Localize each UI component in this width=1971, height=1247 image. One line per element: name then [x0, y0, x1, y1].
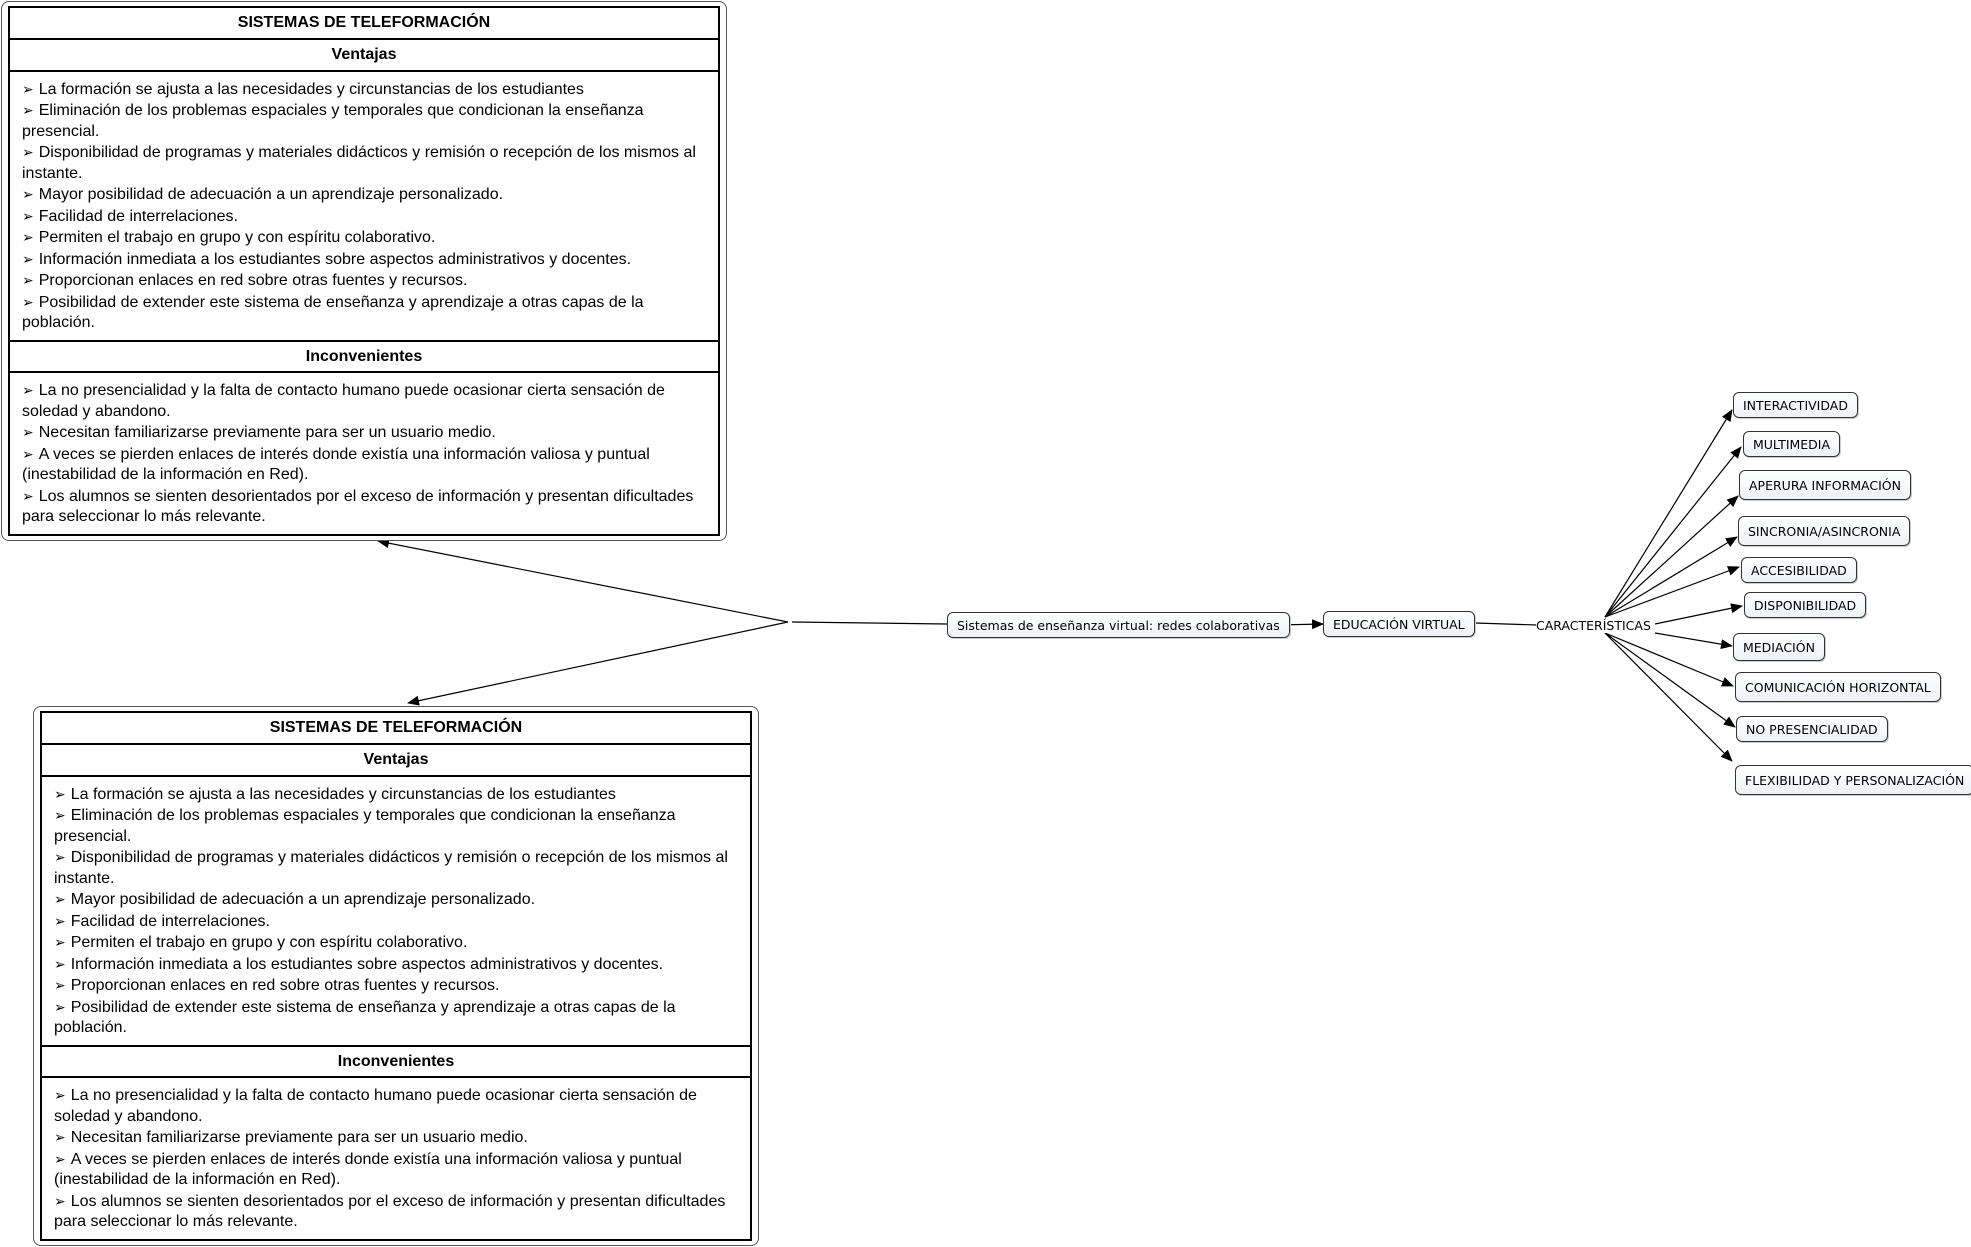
disadvantages-list — [10, 373, 718, 534]
list-item — [54, 784, 738, 806]
list-item — [54, 975, 738, 997]
list-item — [22, 100, 706, 142]
arrow-bullet-icon: ➢ — [54, 1150, 66, 1167]
list-item — [54, 1149, 738, 1191]
characteristic-mediacion[interactable]: MEDIACIÓN — [1733, 633, 1825, 661]
card-title: SISTEMAS DE TELEFORMACIÓN — [10, 8, 718, 40]
arrow-bullet-icon: ➢ — [22, 293, 34, 310]
center-node[interactable]: Sistemas de enseñanza virtual: redes colaborativas — [947, 612, 1290, 638]
arrow-bullet-icon: ➢ — [54, 934, 66, 951]
list-item-text: A veces se pierden enlaces de interés donde existía una información valiosa y puntual (inestabilidad de la información en Red). — [22, 445, 650, 484]
list-item-text: Permiten el trabajo en grupo y con espíritu colaborativo. — [70, 934, 468, 952]
list-item-text: Proporcionan enlaces en red sobre otras fuentes y recursos. — [70, 977, 500, 995]
advantages-heading: Ventajas — [42, 745, 750, 777]
characteristics-label[interactable]: CARACTERÍSTICAS — [1536, 618, 1651, 633]
arrow-bullet-icon: ➢ — [54, 891, 66, 908]
list-item — [54, 847, 738, 889]
characteristic-comunicacion-horizontal[interactable]: COMUNICACIÓN HORIZONTAL — [1735, 672, 1941, 702]
arrow-bullet-icon: ➢ — [22, 144, 34, 161]
characteristic-flexibilidad-personalizacion[interactable]: FLEXIBILIDAD Y PERSONALIZACIÓN — [1735, 765, 1971, 795]
disadvantages-heading: Inconvenientes — [42, 1047, 750, 1079]
card-title: SISTEMAS DE TELEFORMACIÓN — [42, 713, 750, 745]
advantages-list — [10, 72, 718, 342]
list-item — [22, 142, 706, 184]
list-item-text: Permiten el trabajo en grupo y con espíritu colaborativo. — [38, 229, 436, 247]
teleformation-card-bottom[interactable] — [33, 706, 759, 1246]
list-item-text: Los alumnos se sienten desorientados por el exceso de información y presentan dificultades para seleccionar lo más relevante. — [22, 487, 694, 526]
list-item — [22, 227, 706, 249]
list-item-text: Información inmediata a los estudiantes sobre aspectos administrativos y docentes. — [38, 250, 632, 268]
list-item-text: Información inmediata a los estudiantes sobre aspectos administrativos y docentes. — [70, 955, 664, 973]
list-item — [54, 997, 738, 1039]
arrow-bullet-icon: ➢ — [22, 445, 34, 462]
arrow-bullet-icon: ➢ — [54, 1087, 66, 1104]
list-item-text: Posibilidad de extender este sistema de enseñanza y aprendizaje a otras capas de la población. — [54, 998, 676, 1037]
list-item — [22, 184, 706, 206]
arrow-bullet-icon: ➢ — [54, 977, 66, 994]
list-item-text: La no presencialidad y la falta de contacto humano puede ocasionar cierta sensación de soledad y abandono. — [54, 1087, 697, 1125]
characteristic-disponibilidad[interactable]: DISPONIBILIDAD — [1744, 592, 1866, 618]
list-item-text: La no presencialidad y la falta de contacto humano puede ocasionar cierta sensación de soledad y abandono. — [22, 382, 665, 420]
disadvantages-list — [42, 1078, 750, 1239]
list-item — [22, 79, 706, 101]
list-item-text: Necesitan familiarizarse previamente para ser un usuario medio. — [70, 1129, 528, 1147]
list-item-text: Eliminación de los problemas espaciales y temporales que condicionan la enseñanza presencial. — [22, 102, 644, 140]
arrow-bullet-icon: ➢ — [54, 998, 66, 1015]
arrow-bullet-icon: ➢ — [54, 955, 66, 972]
arrow-bullet-icon: ➢ — [22, 207, 34, 224]
connector-center-to-junction — [792, 622, 947, 624]
list-item-text: Disponibilidad de programas y materiales didácticos y remisión o recepción de los mismos al instante. — [22, 144, 696, 182]
list-item-text: Necesitan familiarizarse previamente para ser un usuario medio. — [38, 424, 496, 442]
arrow-bullet-icon: ➢ — [54, 1192, 66, 1209]
list-item — [22, 292, 706, 334]
arrow-bullet-icon: ➢ — [22, 250, 34, 267]
list-item — [54, 932, 738, 954]
list-item — [54, 1191, 738, 1233]
characteristic-apertura-informacion[interactable]: APERURA INFORMACIÓN — [1739, 470, 1911, 500]
list-item-text: Mayor posibilidad de adecuación a un aprendizaje personalizado. — [38, 186, 504, 204]
list-item — [22, 380, 706, 422]
list-item-text: Proporcionan enlaces en red sobre otras fuentes y recursos. — [38, 272, 468, 290]
list-item — [22, 422, 706, 444]
list-item — [22, 444, 706, 486]
list-item — [22, 270, 706, 292]
connector-to-bottom-card — [408, 622, 788, 703]
arrow-bullet-icon: ➢ — [22, 382, 34, 399]
disadvantages-heading: Inconvenientes — [10, 342, 718, 374]
arrow-bullet-icon: ➢ — [54, 1129, 66, 1146]
list-item — [54, 1127, 738, 1149]
arrow-bullet-icon: ➢ — [54, 807, 66, 824]
characteristic-interactividad[interactable]: INTERACTIVIDAD — [1733, 392, 1858, 418]
advantages-list — [42, 777, 750, 1047]
arrow-bullet-icon: ➢ — [22, 186, 34, 203]
arrow-bullet-icon: ➢ — [22, 487, 34, 504]
list-item — [54, 1085, 738, 1127]
list-item-text: Facilidad de interrelaciones. — [38, 207, 238, 225]
connector-education-to-characteristics — [1475, 623, 1537, 625]
arrow-bullet-icon: ➢ — [22, 272, 34, 289]
list-item-text: Eliminación de los problemas espaciales y temporales que condicionan la enseñanza presencial. — [54, 807, 676, 845]
list-item — [54, 954, 738, 976]
characteristic-sincronia-asincronia[interactable]: SINCRONIA/ASINCRONIA — [1738, 516, 1910, 546]
list-item — [22, 206, 706, 228]
list-item-text: Posibilidad de extender este sistema de enseñanza y aprendizaje a otras capas de la población. — [22, 293, 644, 332]
list-item-text: Disponibilidad de programas y materiales didácticos y remisión o recepción de los mismos al instante. — [54, 849, 728, 887]
education-virtual-node[interactable]: EDUCACIÓN VIRTUAL — [1323, 611, 1475, 637]
characteristic-no-presencialidad[interactable]: NO PRESENCIALIDAD — [1736, 716, 1888, 742]
arrow-bullet-icon: ➢ — [22, 102, 34, 119]
arrow-bullet-icon: ➢ — [22, 424, 34, 441]
list-item-text: Mayor posibilidad de adecuación a un aprendizaje personalizado. — [70, 891, 536, 909]
list-item-text: Facilidad de interrelaciones. — [70, 912, 270, 930]
card-table — [8, 6, 720, 536]
list-item — [54, 805, 738, 847]
card-table — [40, 711, 752, 1241]
arrow-bullet-icon: ➢ — [54, 912, 66, 929]
arrow-bullet-icon: ➢ — [22, 80, 34, 97]
connector-to-top-card — [378, 541, 788, 622]
list-item-text: A veces se pierden enlaces de interés donde existía una información valiosa y puntual (inestabilidad de la información en Red). — [54, 1150, 682, 1189]
characteristic-accesibilidad[interactable]: ACCESIBILIDAD — [1741, 557, 1857, 583]
list-item-text: La formación se ajusta a las necesidades y circunstancias de los estudiantes — [70, 785, 616, 803]
list-item — [54, 889, 738, 911]
list-item — [22, 486, 706, 528]
arrow-bullet-icon: ➢ — [22, 229, 34, 246]
characteristic-multimedia[interactable]: MULTIMEDIA — [1743, 431, 1840, 457]
teleformation-card-top[interactable] — [1, 1, 727, 541]
list-item-text: La formación se ajusta a las necesidades y circunstancias de los estudiantes — [38, 80, 584, 98]
list-item — [22, 249, 706, 271]
arrow-bullet-icon: ➢ — [54, 849, 66, 866]
list-item — [54, 911, 738, 933]
arrow-bullet-icon: ➢ — [54, 785, 66, 802]
advantages-heading: Ventajas — [10, 40, 718, 72]
list-item-text: Los alumnos se sienten desorientados por el exceso de información y presentan dificultades para seleccionar lo más relevante. — [54, 1192, 726, 1231]
